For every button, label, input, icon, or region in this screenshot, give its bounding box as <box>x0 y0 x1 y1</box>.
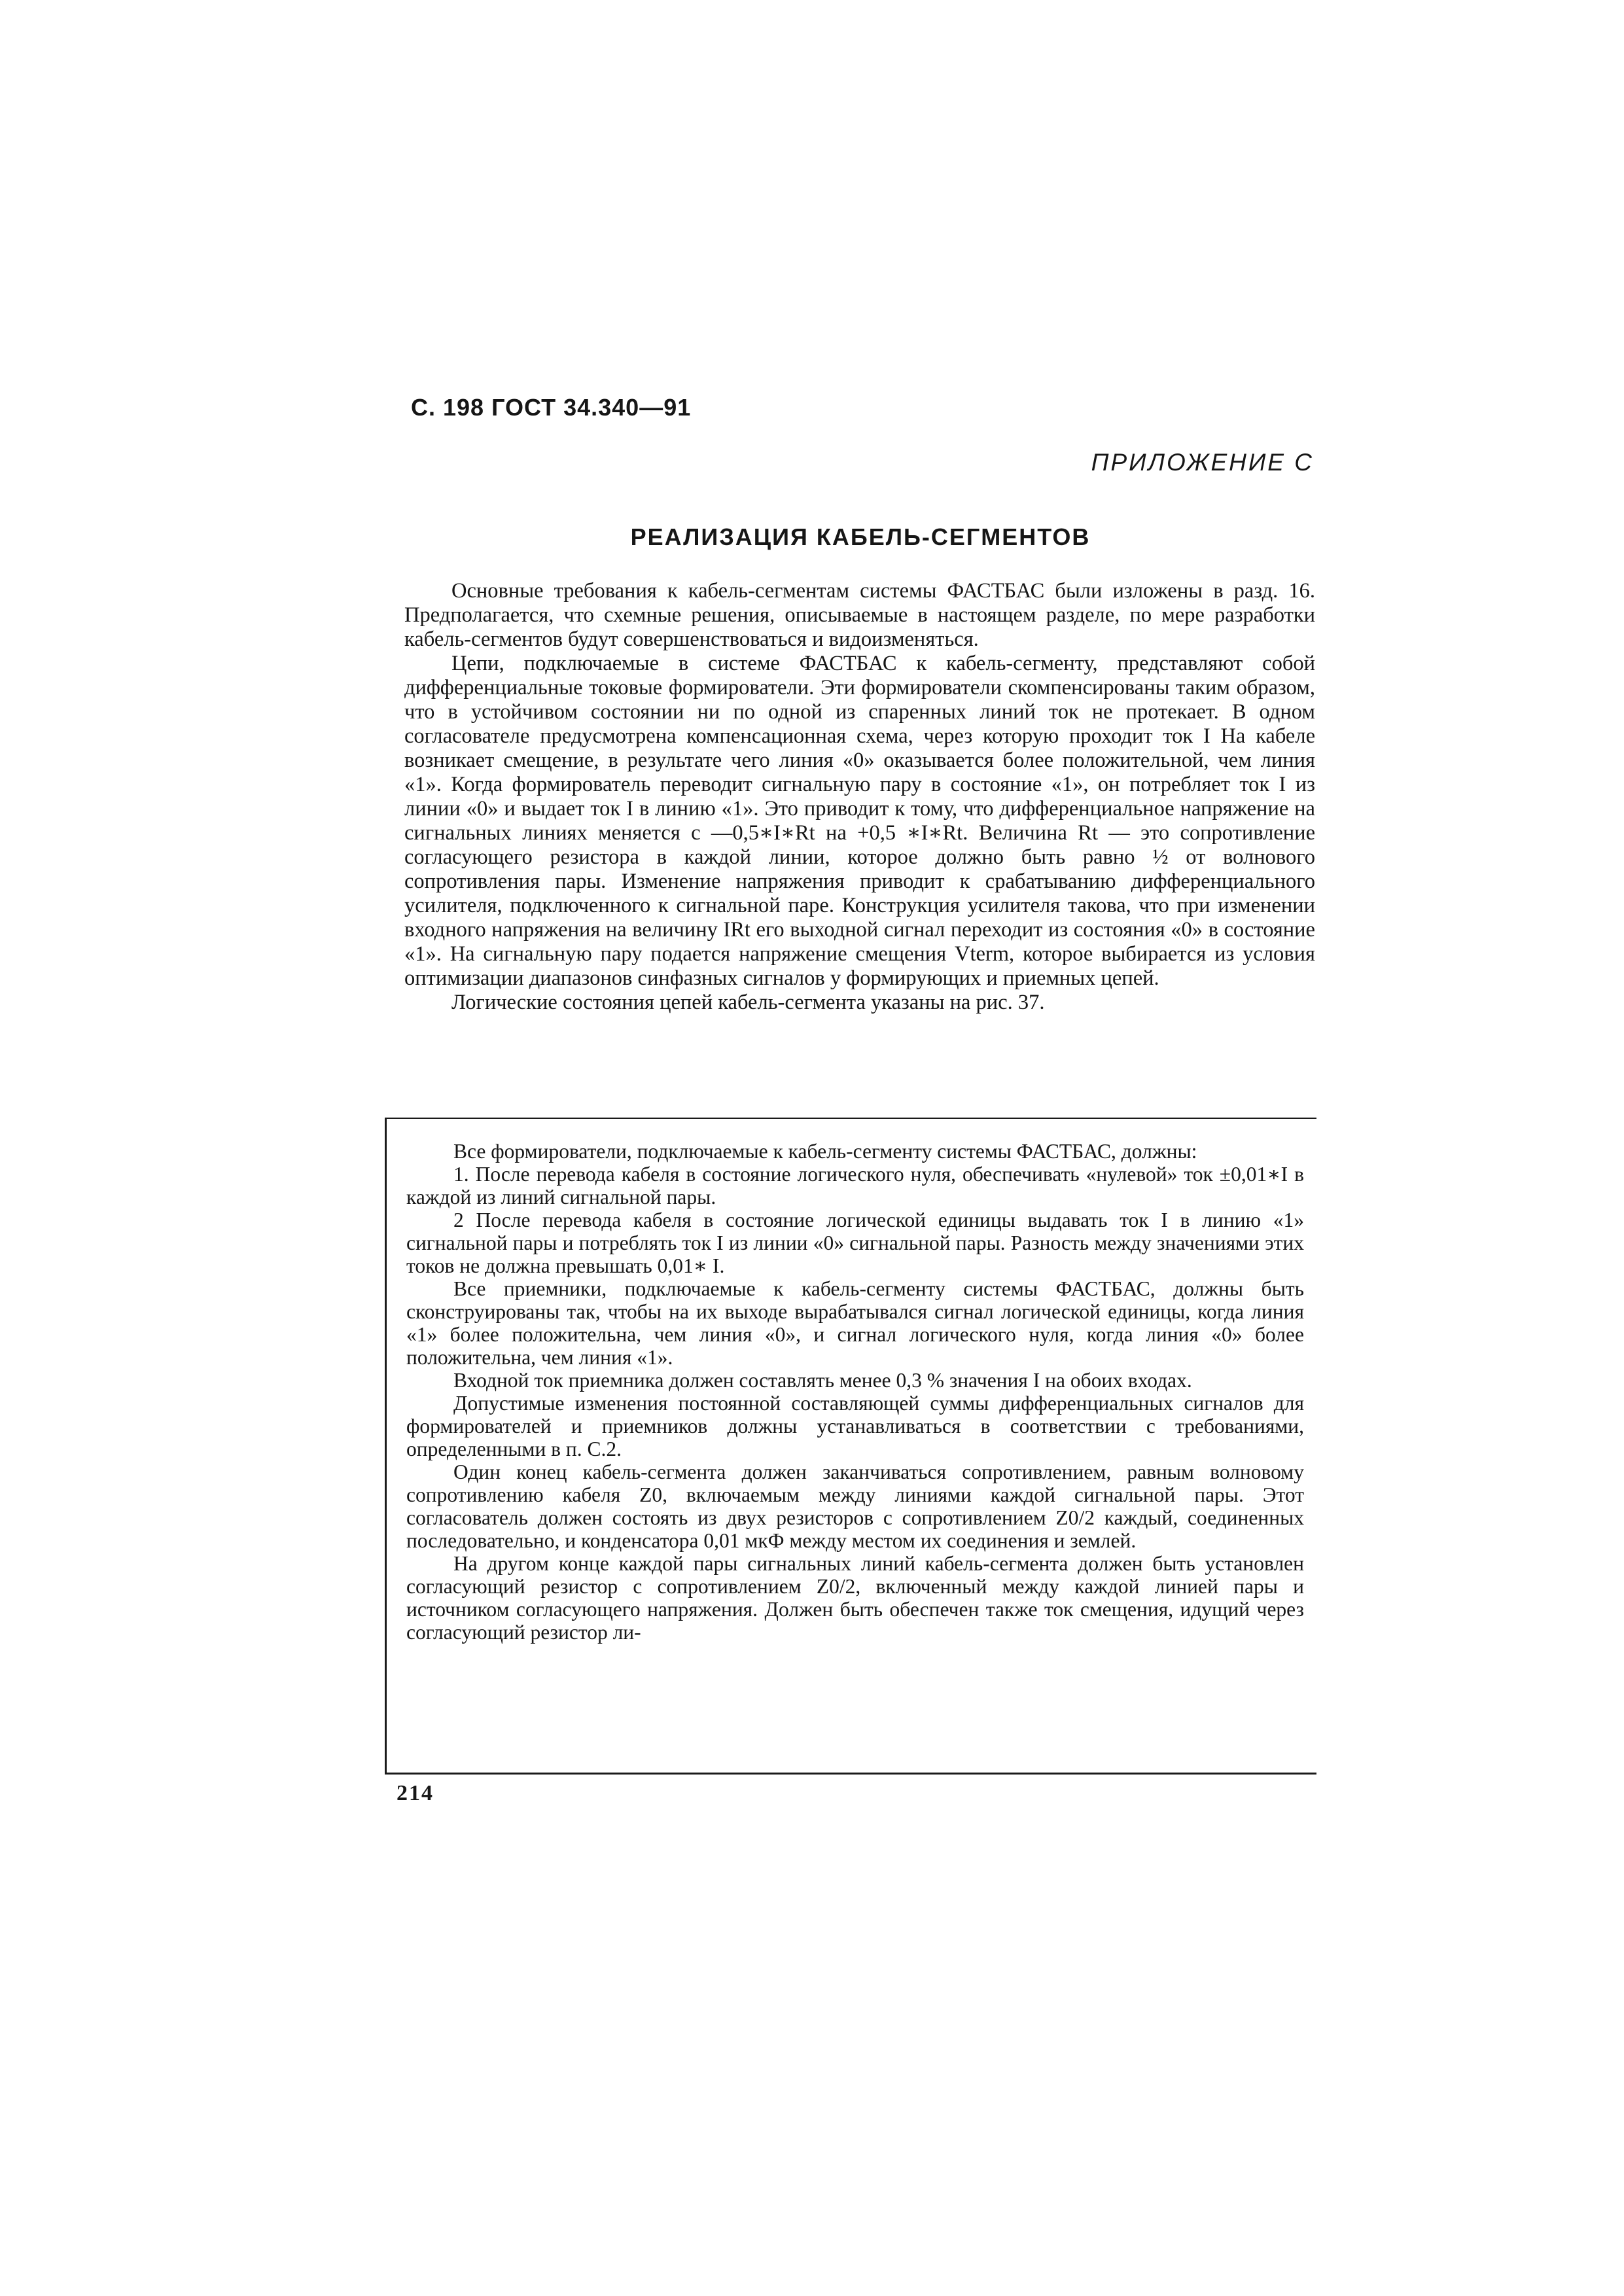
appendix-label: ПРИЛОЖЕНИЕ С <box>1091 449 1314 476</box>
box-paragraph: Все приемники, подключаемые к кабель-сегменту системы ФАСТБАС, должны быть сконструированы так, чтобы на их выходе вырабатывался сигнал логической единицы, когда линия «1» более положительна, чем линия «0», и сигнал логического нуля, когда линия «0» более положительна, чем линия «1». <box>406 1277 1304 1369</box>
requirements-box <box>385 1118 1316 1775</box>
intro-paragraph: Логические состояния цепей кабель-сегмента указаны на рис. 37. <box>451 991 1045 1014</box>
running-header: С. 198 ГОСТ 34.340—91 <box>411 394 692 421</box>
box-paragraph: На другом конце каждой пары сигнальных линий кабель-сегмента должен быть установлен согласующий резистор с сопротивлением Z0/2, включенный между каждой линией пары и источником согласующего напряжения. Должен быть обеспечен также ток смещения, идущий через согласующий резистор ли- <box>406 1552 1304 1644</box>
box-paragraph: Один конец кабель-сегмента должен заканчиваться сопротивлением, равным волновому сопротивлению кабеля Z0, включаемым между линиями каждой сигнальной пары. Этот согласователь должен состоять из двух резисторов с сопротивлением Z0/2 каждый, соединенных последовательно, и конденсатора 0,01 мкФ между местом их соединения и землей. <box>406 1460 1304 1552</box>
page-number: 214 <box>397 1781 434 1805</box>
box-paragraph: Все формирователи, подключаемые к кабель-сегменту системы ФАСТБАС, должны: <box>453 1140 1197 1163</box>
box-paragraph: 2 После перевода кабеля в состояние логической единицы выдавать ток I в линию «1» сигнальной пары и потреблять ток I из линии «0» сигнальной пары. Разность между значениями этих токов не должна превышать 0,01∗ I. <box>406 1209 1304 1277</box>
box-paragraph: 1. После перевода кабеля в состояние логического нуля, обеспечивать «нулевой» ток ±0,01∗I в каждой из линий сигнальной пары. <box>406 1163 1304 1209</box>
section-title: РЕАЛИЗАЦИЯ КАБЕЛЬ-СЕГМЕНТОВ <box>630 523 1091 550</box>
intro-text <box>404 579 1315 1015</box>
box-paragraph: Входной ток приемника должен составлять менее 0,3 % значения I на обоих входах. <box>453 1369 1192 1392</box>
requirements-text <box>406 1140 1304 1644</box>
intro-paragraph: Цепи, подключаемые в системе ФАСТБАС к кабель-сегменту, представляют собой дифференциальные токовые формирователи. Эти формирователи скомпенсированы таким образом, что в устойчивом состоянии ни по одной из спаренных линий ток не протекает. В одном согласователе предусмотрена компенсационная схема, через которую проходит ток I На кабеле возникает смещение, в результате чего линия «0» оказывается более положительной, чем линия «1». Когда формирователь переводит сигнальную пару в состояние «1», он потребляет ток I из линии «0» и выдает ток I в линию «1». Это приводит к тому, что дифференциальное напряжение на сигнальных линиях меняется с —0,5∗I∗Rt на +0,5 ∗I∗Rt. Величина Rt — это сопротивление согласующего резистора в каждой линии, которое должно быть равно ½ от волнового сопротивления пары. Изменение напряжения приводит к срабатыванию дифференциального усилителя, подключенного к сигнальной паре. Конструкция усилителя такова, что при изменении входного напряжения на величину IRt его выходной сигнал переходит из состояния «0» в состояние «1». На сигнальную пару подается напряжение смещения Vterm, которое выбирается из условия оптимизации диапазонов синфазных сигналов у формирующих и приемных цепей. <box>404 652 1315 990</box>
box-paragraph: Допустимые изменения постоянной составляющей суммы дифференциальных сигналов для формирователей и приемников должны устанавливаться в соответствии с требованиями, определенными в п. С.2. <box>406 1392 1304 1460</box>
intro-paragraph: Основные требования к кабель-сегментам системы ФАСТБАС были изложены в разд. 16. Предполагается, что схемные решения, описываемые в настоящем разделе, по мере разработки кабель-сегментов будут совершенствоваться и видоизменяться. <box>404 579 1315 651</box>
